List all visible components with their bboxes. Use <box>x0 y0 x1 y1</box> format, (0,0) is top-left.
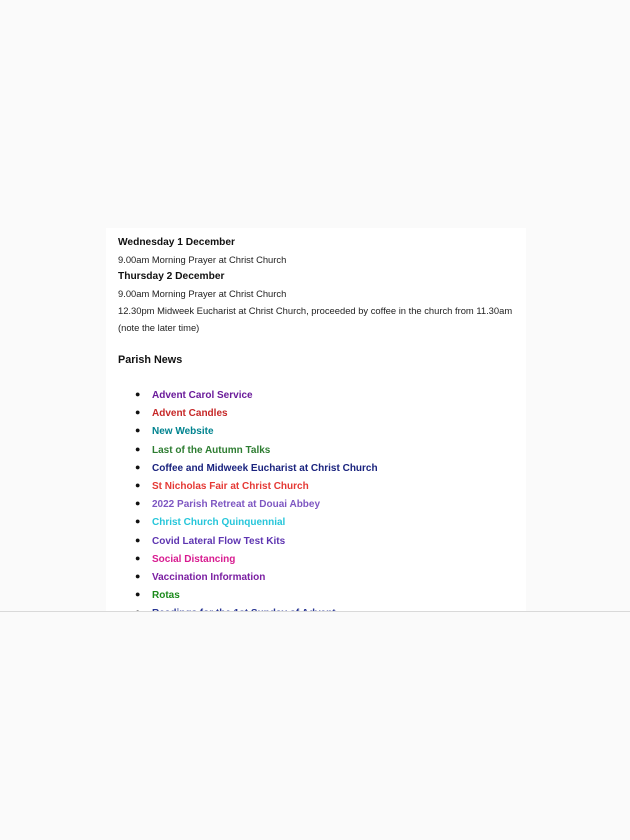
news-link-coffee-midweek-eucharist[interactable]: Coffee and Midweek Eucharist at Christ Church <box>152 462 378 474</box>
bullet-icon: ● <box>135 534 141 545</box>
list-item <box>118 512 522 530</box>
news-link-rotas[interactable]: Rotas <box>152 590 180 602</box>
list-item <box>118 403 522 421</box>
list-item <box>118 440 522 458</box>
service-wed-morning-prayer: 9.00am Morning Prayer at Christ Church <box>118 254 287 265</box>
news-link-new-website[interactable]: New Website <box>152 426 214 438</box>
top-margin-area <box>0 0 630 228</box>
news-link-advent-candles[interactable]: Advent Candles <box>152 408 228 420</box>
parish-news-heading: Parish News <box>118 354 183 366</box>
news-link-advent-carol-service[interactable]: Advent Carol Service <box>152 390 253 401</box>
service-thu-morning-prayer: 9.00am Morning Prayer at Christ Church <box>118 288 287 299</box>
news-link-autumn-talks[interactable]: Last of the Autumn Talks <box>152 444 271 456</box>
news-link-st-nicholas-fair[interactable]: St Nicholas Fair at Christ Church <box>152 480 309 492</box>
bullet-icon: ● <box>135 570 141 581</box>
bullet-icon: ● <box>135 498 141 509</box>
list-item <box>118 385 522 403</box>
list-item <box>118 585 522 603</box>
news-link-quinquennial[interactable]: Christ Church Quinquennial <box>152 517 286 529</box>
bullet-icon: ● <box>135 389 141 399</box>
bullet-icon: ● <box>135 443 141 454</box>
bullet-icon: ● <box>135 461 141 472</box>
list-item <box>118 567 522 585</box>
bullet-icon: ● <box>135 407 141 418</box>
news-link-vaccination[interactable]: Vaccination Information <box>152 571 266 583</box>
bullet-icon: ● <box>135 425 141 436</box>
bottom-margin-area <box>0 612 630 840</box>
bullet-icon: ● <box>135 589 141 600</box>
list-item <box>118 476 522 494</box>
list-item <box>118 531 522 549</box>
news-link-parish-retreat[interactable]: 2022 Parish Retreat at Douai Abbey <box>152 499 321 511</box>
news-link-covid-test-kits[interactable]: Covid Lateral Flow Test Kits <box>152 535 286 547</box>
bullet-icon: ● <box>135 516 141 527</box>
news-link-social-distancing[interactable]: Social Distancing <box>152 553 236 565</box>
bullet-icon: ● <box>135 552 141 563</box>
parish-news-list <box>118 385 522 621</box>
document-page <box>106 228 526 611</box>
list-item <box>118 458 522 476</box>
page-content <box>118 234 522 621</box>
list-item <box>118 421 522 439</box>
list-item <box>118 494 522 512</box>
service-thu-midweek-eucharist: 12.30pm Midweek Eucharist at Christ Church, proceeded by coffee in the church from 11.30am (note the later time) <box>118 305 513 333</box>
bullet-icon: ● <box>135 479 141 490</box>
day-heading-thursday: Thursday 2 December <box>118 271 225 282</box>
list-item <box>118 549 522 567</box>
day-heading-wednesday: Wednesday 1 December <box>118 237 236 248</box>
